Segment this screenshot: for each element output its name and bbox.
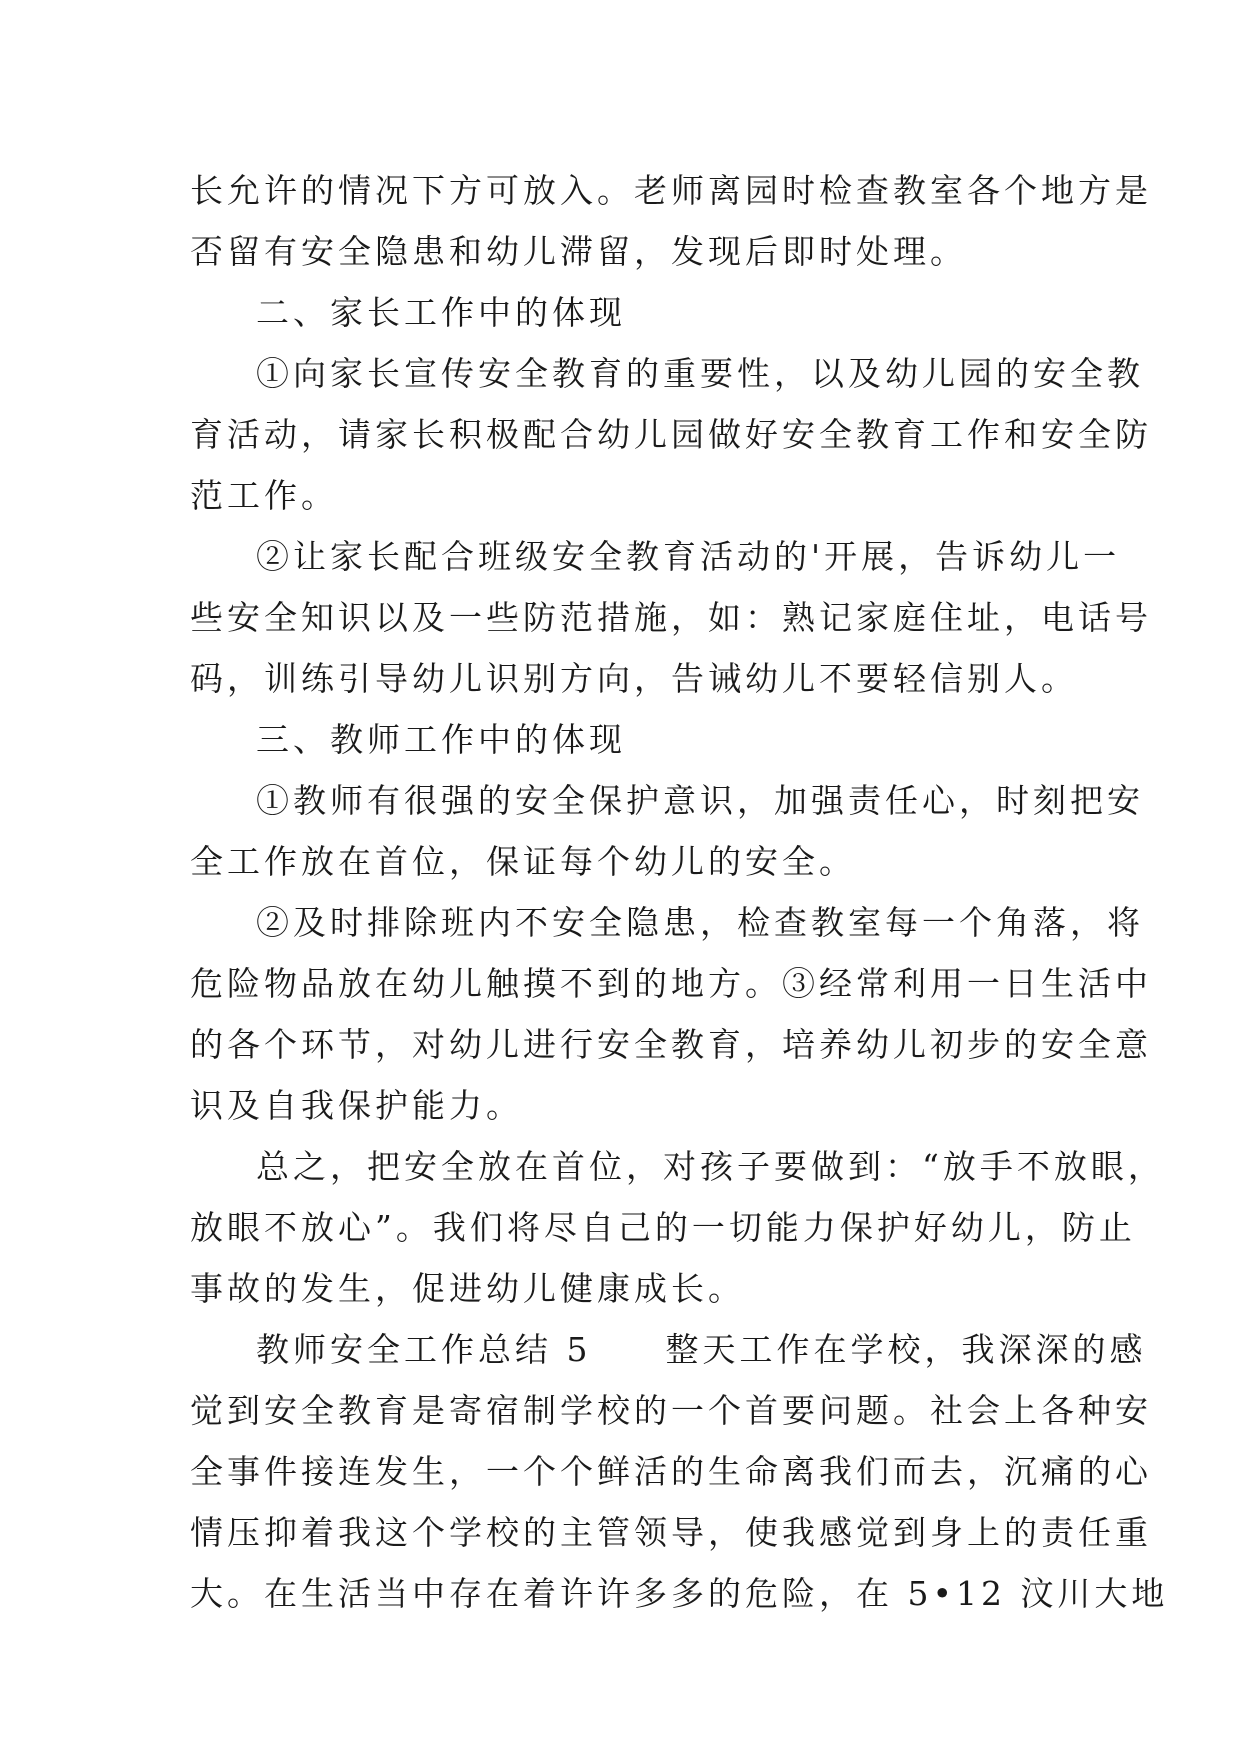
text-line: 识及自我保护能力。 — [190, 1086, 523, 1125]
text-line: 全事件接连发生，一个个鲜活的生命离我们而去，沉痛的心 — [190, 1452, 1152, 1491]
text-line: 否留有安全隐患和幼儿滞留，发现后即时处理。 — [190, 232, 967, 271]
text-line: ②及时排除班内不安全隐患，检查教室每一个角落，将 — [256, 903, 1144, 942]
document-body — [190, 160, 1169, 1624]
section-heading: 二、家长工作中的体现 — [256, 293, 626, 332]
text-line: 大。在生活当中存在着许许多多的危险，在 5•12 汶川大地 — [190, 1574, 1169, 1613]
text-line: 教师安全工作总结 5 整天工作在学校，我深深的感 — [256, 1330, 1147, 1369]
text-line: 全工作放在首位，保证每个幼儿的安全。 — [190, 842, 856, 881]
text-line: 放眼不放心”。我们将尽自己的一切能力保护好幼儿，防止 — [190, 1208, 1136, 1247]
text-line: 码，训练引导幼儿识别方向，告诫幼儿不要轻信别人。 — [190, 659, 1078, 698]
text-line: 育活动，请家长积极配合幼儿园做好安全教育工作和安全防 — [190, 415, 1152, 454]
section-heading: 三、教师工作中的体现 — [256, 720, 626, 759]
text-line: 范工作。 — [190, 476, 338, 515]
text-line: ①教师有很强的安全保护意识，加强责任心，时刻把安 — [256, 781, 1144, 820]
text-line: 事故的发生，促进幼儿健康成长。 — [190, 1269, 745, 1308]
text-line: 长允许的情况下方可放入。老师离园时检查教室各个地方是 — [190, 171, 1152, 210]
text-line: 的各个环节，对幼儿进行安全教育，培养幼儿初步的安全意 — [190, 1025, 1152, 1064]
text-line: ②让家长配合班级安全教育活动的'开展，告诉幼儿一 — [256, 537, 1121, 576]
text-line: 情压抑着我这个学校的主管领导，使我感觉到身上的责任重 — [190, 1513, 1152, 1552]
text-line: ①向家长宣传安全教育的重要性，以及幼儿园的安全教 — [256, 354, 1144, 393]
text-line: 觉到安全教育是寄宿制学校的一个首要问题。社会上各种安 — [190, 1391, 1152, 1430]
text-line: 危险物品放在幼儿触摸不到的地方。③经常利用一日生活中 — [190, 964, 1152, 1003]
text-line: 总之，把安全放在首位，对孩子要做到：“放手不放眼， — [256, 1147, 1165, 1186]
text-line: 些安全知识以及一些防范措施，如：熟记家庭住址，电话号 — [190, 598, 1152, 637]
